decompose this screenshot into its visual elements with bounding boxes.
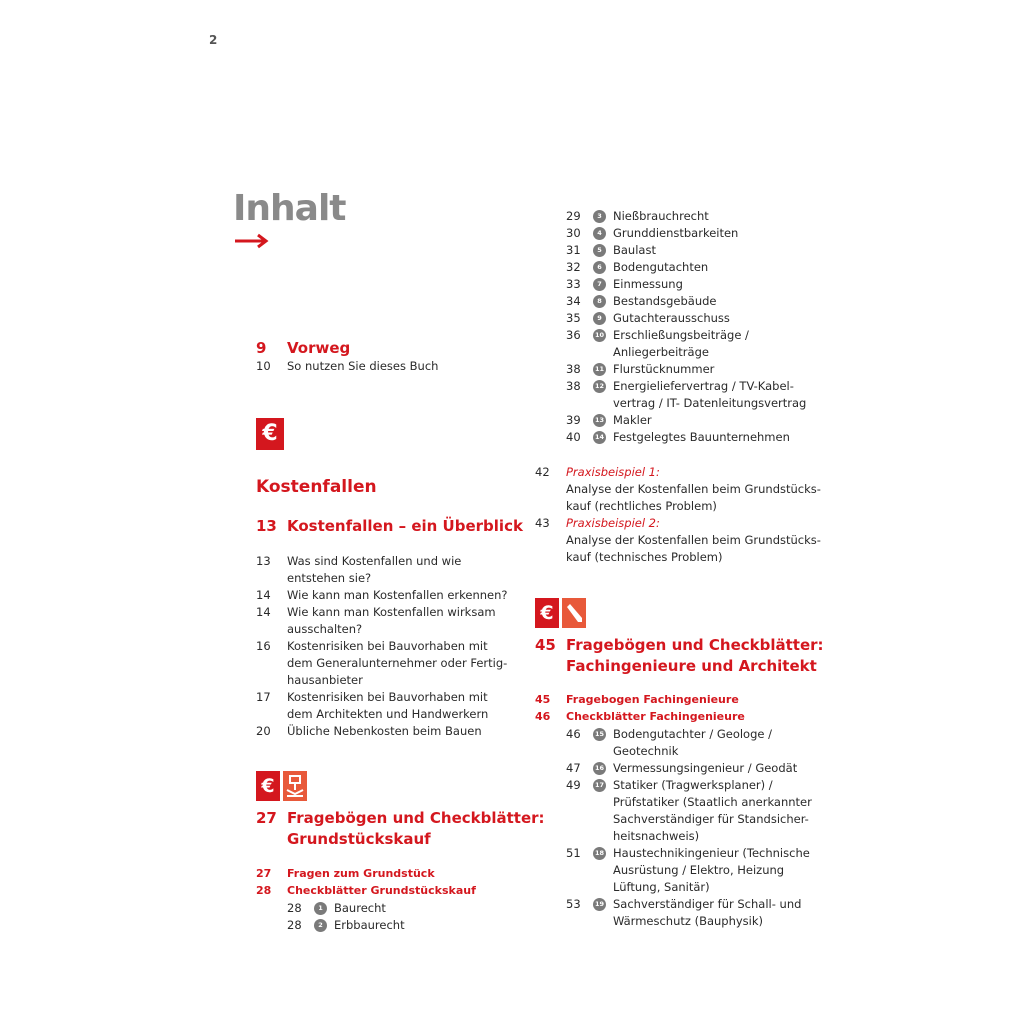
number-badge: 3 [593,210,606,223]
number-badge: 11 [593,363,606,376]
kostenfallen-heading: Kostenfallen [256,477,377,497]
number-badge: 7 [593,278,606,291]
number-badge: 1 [314,902,327,915]
number-badge: 13 [593,414,606,427]
euro-icon: € [256,418,284,450]
number-badge: 15 [593,728,606,741]
page-title: Inhalt [233,188,346,229]
page-number: 2 [209,33,218,47]
number-badge: 5 [593,244,606,257]
number-badge: 19 [593,898,606,911]
euro-icon: € [256,771,280,801]
pencil-icon [562,598,586,628]
number-badge: 2 [314,919,327,932]
euro-icon: € [535,598,559,628]
number-badge: 8 [593,295,606,308]
signpost-icon [283,771,307,801]
number-badge: 6 [593,261,606,274]
number-badge: 17 [593,779,606,792]
number-badge: 4 [593,227,606,240]
number-badge: 10 [593,329,606,342]
number-badge: 18 [593,847,606,860]
number-badge: 16 [593,762,606,775]
arrow-right-icon [234,233,270,249]
number-badge: 12 [593,380,606,393]
number-badge: 14 [593,431,606,444]
number-badge: 9 [593,312,606,325]
